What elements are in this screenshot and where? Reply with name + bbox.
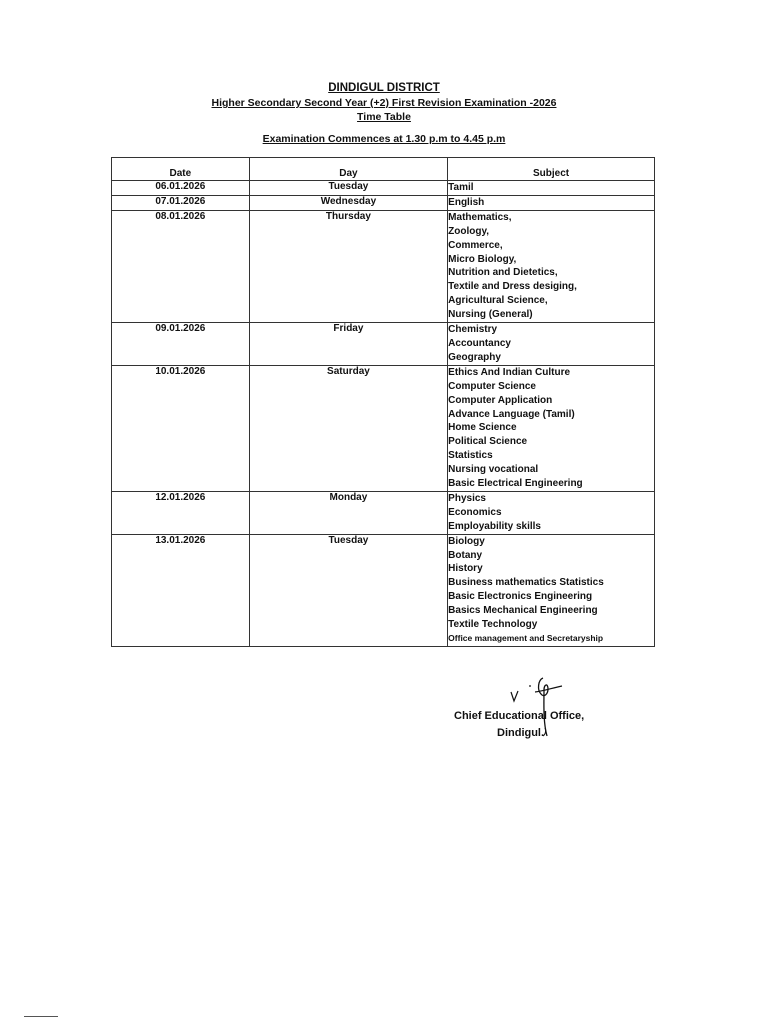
subject-item: Tamil bbox=[448, 182, 474, 193]
table-row bbox=[112, 491, 655, 534]
subject-item: Home Science bbox=[448, 422, 517, 434]
day-cell: Monday bbox=[249, 491, 447, 534]
day-cell: Thursday bbox=[249, 210, 447, 322]
table-row bbox=[112, 323, 655, 366]
subject-cell bbox=[448, 181, 655, 196]
day-cell: Saturday bbox=[249, 365, 447, 491]
day-cell: Tuesday bbox=[249, 181, 447, 196]
subject-item: Basics Mechanical Engineering bbox=[448, 605, 598, 617]
timetable bbox=[111, 157, 655, 647]
table-row bbox=[112, 210, 655, 322]
subject-item: Geography bbox=[448, 351, 501, 363]
district-title: DINDIGUL DISTRICT bbox=[328, 82, 440, 94]
subject-item: Computer Application bbox=[448, 394, 553, 406]
column-header-subject: Subject bbox=[448, 158, 655, 181]
table-header-row bbox=[112, 158, 655, 181]
column-header-day: Day bbox=[249, 158, 447, 181]
subject-cell bbox=[448, 365, 655, 491]
date-cell: 10.01.2026 bbox=[112, 365, 250, 491]
subject-item: Statistics bbox=[448, 450, 493, 462]
subject-item: Chemistry bbox=[448, 324, 498, 336]
subject-cell bbox=[448, 323, 655, 366]
subject-item: Botany bbox=[448, 549, 483, 561]
table-row bbox=[112, 181, 655, 196]
subject-cell bbox=[448, 534, 655, 646]
subject-item: Basic Electronics Engineering bbox=[448, 591, 593, 603]
subject-cell bbox=[448, 195, 655, 210]
subject-item: English bbox=[448, 196, 485, 208]
subject-item: Nutrition and Dietetics, bbox=[448, 267, 558, 279]
table-row bbox=[112, 195, 655, 210]
scan-mark bbox=[24, 1016, 58, 1017]
doc-type-title: Time Table bbox=[357, 111, 411, 123]
subject-item: Employability skills bbox=[448, 520, 541, 532]
subject-item: Zoology, bbox=[448, 225, 490, 237]
day-cell: Tuesday bbox=[249, 534, 447, 646]
day-cell: Friday bbox=[249, 323, 447, 366]
subject-item: Advance Language (Tamil) bbox=[448, 408, 575, 420]
day-cell: Wednesday bbox=[249, 195, 447, 210]
subject-item: Textile Technology bbox=[448, 619, 538, 631]
table-row bbox=[112, 365, 655, 491]
subject-item: Computer Science bbox=[448, 380, 536, 392]
subject-item: Textile and Dress desiging, bbox=[448, 281, 577, 293]
date-cell: 08.01.2026 bbox=[112, 210, 250, 322]
subject-item: Biology bbox=[448, 535, 485, 547]
signature-place: Dindigul. bbox=[497, 727, 545, 739]
subject-item: Ethics And Indian Culture bbox=[448, 366, 571, 378]
subject-item: History bbox=[448, 563, 483, 575]
table-row bbox=[112, 534, 655, 646]
subject-item: Micro Biology, bbox=[448, 253, 517, 265]
subject-item: Commerce, bbox=[448, 239, 503, 251]
subject-item: Business mathematics Statistics bbox=[448, 577, 604, 589]
subject-cell bbox=[448, 491, 655, 534]
subject-item: Nursing (General) bbox=[448, 309, 533, 321]
column-header-date: Date bbox=[112, 158, 250, 181]
date-cell: 12.01.2026 bbox=[112, 491, 250, 534]
subject-item: Mathematics, bbox=[448, 211, 512, 223]
subject-item: Physics bbox=[448, 492, 486, 504]
date-cell: 07.01.2026 bbox=[112, 195, 250, 210]
date-cell: 06.01.2026 bbox=[112, 181, 250, 196]
subject-item: Basic Electrical Engineering bbox=[448, 478, 583, 490]
subject-cell bbox=[448, 210, 655, 322]
subject-item: Political Science bbox=[448, 436, 528, 448]
timing-title: Examination Commences at 1.30 p.m to 4.45 p.m bbox=[262, 133, 506, 145]
subject-item: Nursing vocational bbox=[448, 464, 539, 476]
subject-item: Economics bbox=[448, 506, 502, 518]
subject-item: Accountancy bbox=[448, 337, 511, 349]
date-cell: 09.01.2026 bbox=[112, 323, 250, 366]
exam-title: Higher Secondary Second Year (+2) First Revision Examination -2026 bbox=[211, 97, 557, 109]
subject-item: Office management and Secretaryship bbox=[448, 633, 604, 643]
subject-item: Agricultural Science, bbox=[448, 295, 548, 307]
date-cell: 13.01.2026 bbox=[112, 534, 250, 646]
timetable-body bbox=[112, 181, 655, 647]
signature-office: Chief Educational Office, bbox=[454, 710, 585, 722]
